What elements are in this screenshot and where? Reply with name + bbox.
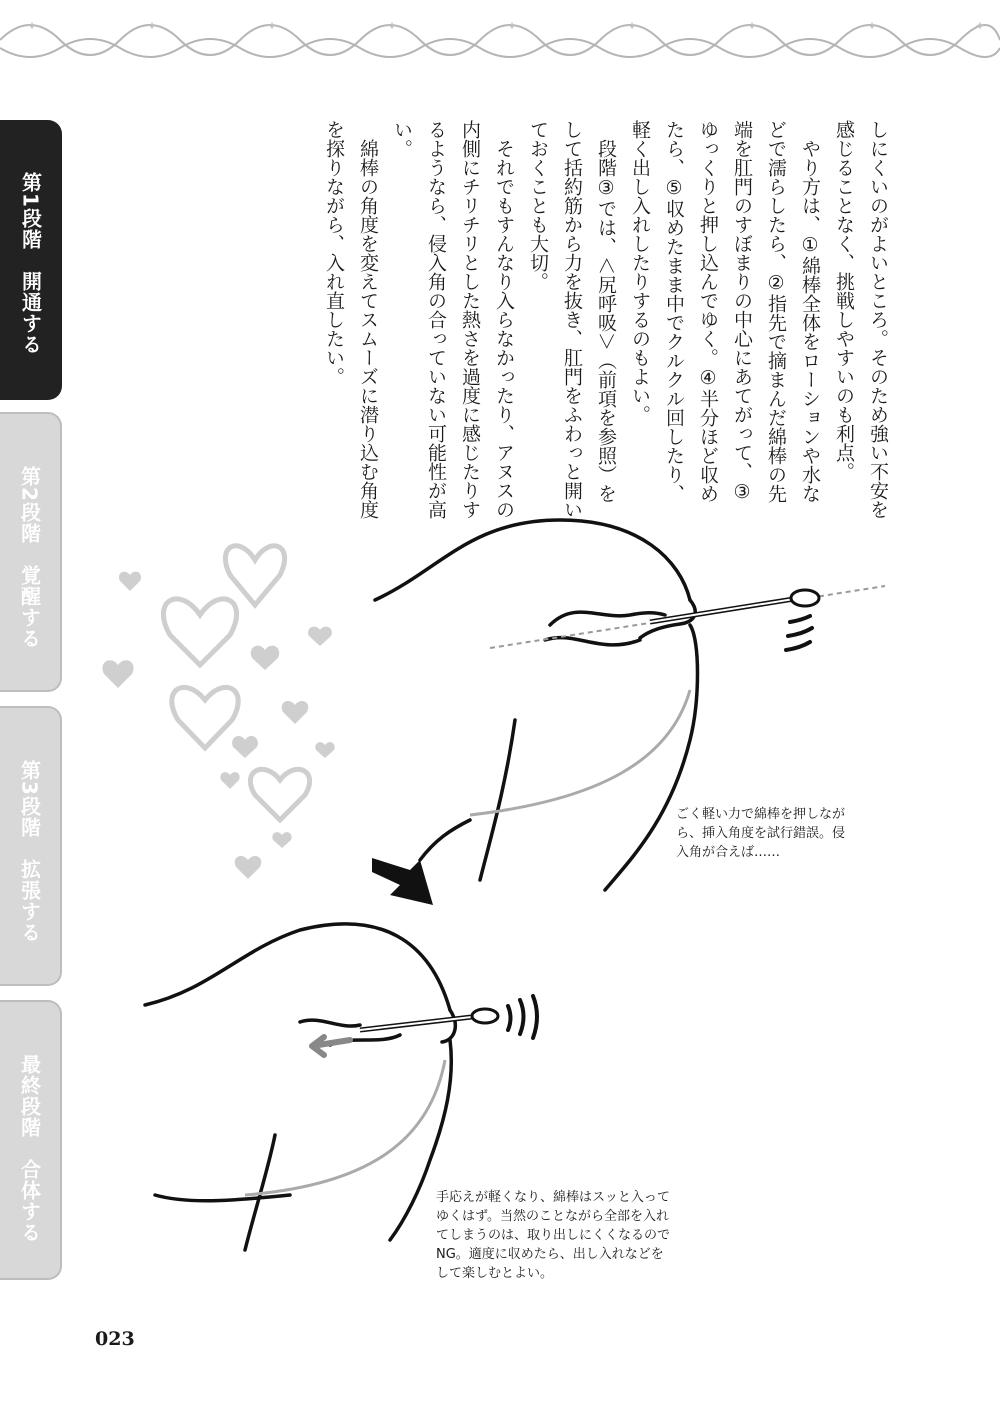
svg-text:✦: ✦ xyxy=(627,19,638,33)
svg-text:✦: ✦ xyxy=(27,19,38,33)
thigh-curve-bottom xyxy=(245,1060,445,1195)
svg-text:✦: ✦ xyxy=(747,19,758,33)
pull-arrow-icon xyxy=(312,1037,350,1055)
tab-label: 第3段階 拡張する xyxy=(17,760,42,943)
caption-bottom: 手応えが軽くなり、綿棒はスッと入ってゆくはず。当然のことながら全部を入れてしまうのは、取り出しにくくなるのでNG。適度に収めたら、出し入れなどをして楽しむとよい。 xyxy=(436,1190,671,1281)
figure-bottom xyxy=(145,924,455,1250)
page-number: 023 xyxy=(95,1328,135,1350)
paragraph: 段階③では、＜尻呼吸＞（前項を参照）をして括約筋から力を抜き、肛門をふわっと開いておくことも大切。 xyxy=(527,120,617,519)
paragraph: それでもすんなり入らなかったり、アヌスの内側にチリチリとした熱さを過度に感じたりするようなら、侵入角の合っていない可能性が高い。 xyxy=(391,120,515,519)
cotton-swab-top xyxy=(650,590,819,622)
tab-label: 第2段階 覚醒する xyxy=(17,466,42,649)
caption-top: ごく軽い力で綿棒を押しながら、挿入角度を試行錯誤。侵入角が合えば…… xyxy=(676,807,846,860)
tab-label: 最終段階 合体する xyxy=(17,1054,42,1243)
motion-lines-bottom xyxy=(508,996,537,1038)
thigh-curve xyxy=(470,690,690,815)
svg-text:✦: ✦ xyxy=(147,19,158,33)
tab-label: 第1段階 開通する xyxy=(18,172,43,355)
svg-text:✦: ✦ xyxy=(975,19,986,33)
svg-text:✦: ✦ xyxy=(507,19,518,33)
paragraph: やり方は、①綿棒全体をローションや水などで濡らしたら、②指先で摘まんだ綿棒の先端を肛門のすぼまりの中心にあてがって、③ゆっくりと押し込んでゆく。④半分ほど収めたら、⑤収めたまま中でクルクル回したり、軽く出し入れしたりするのもよい。 xyxy=(629,120,821,503)
svg-text:✦: ✦ xyxy=(267,19,278,33)
motion-lines-top xyxy=(786,616,812,650)
paragraph: 綿棒の角度を変えてスムーズに潜り込む角度を探りながら、入れ直したい。 xyxy=(323,120,379,519)
down-arrow xyxy=(372,858,433,905)
paragraph: しにくいのがよいところ。そのため強い不安を感じることなく、挑戦しやすいのも利点。 xyxy=(833,120,889,519)
cotton-swab-bottom xyxy=(360,1009,498,1030)
svg-text:✦: ✦ xyxy=(867,19,878,33)
figure-top xyxy=(375,520,698,890)
svg-text:✦: ✦ xyxy=(387,19,398,33)
